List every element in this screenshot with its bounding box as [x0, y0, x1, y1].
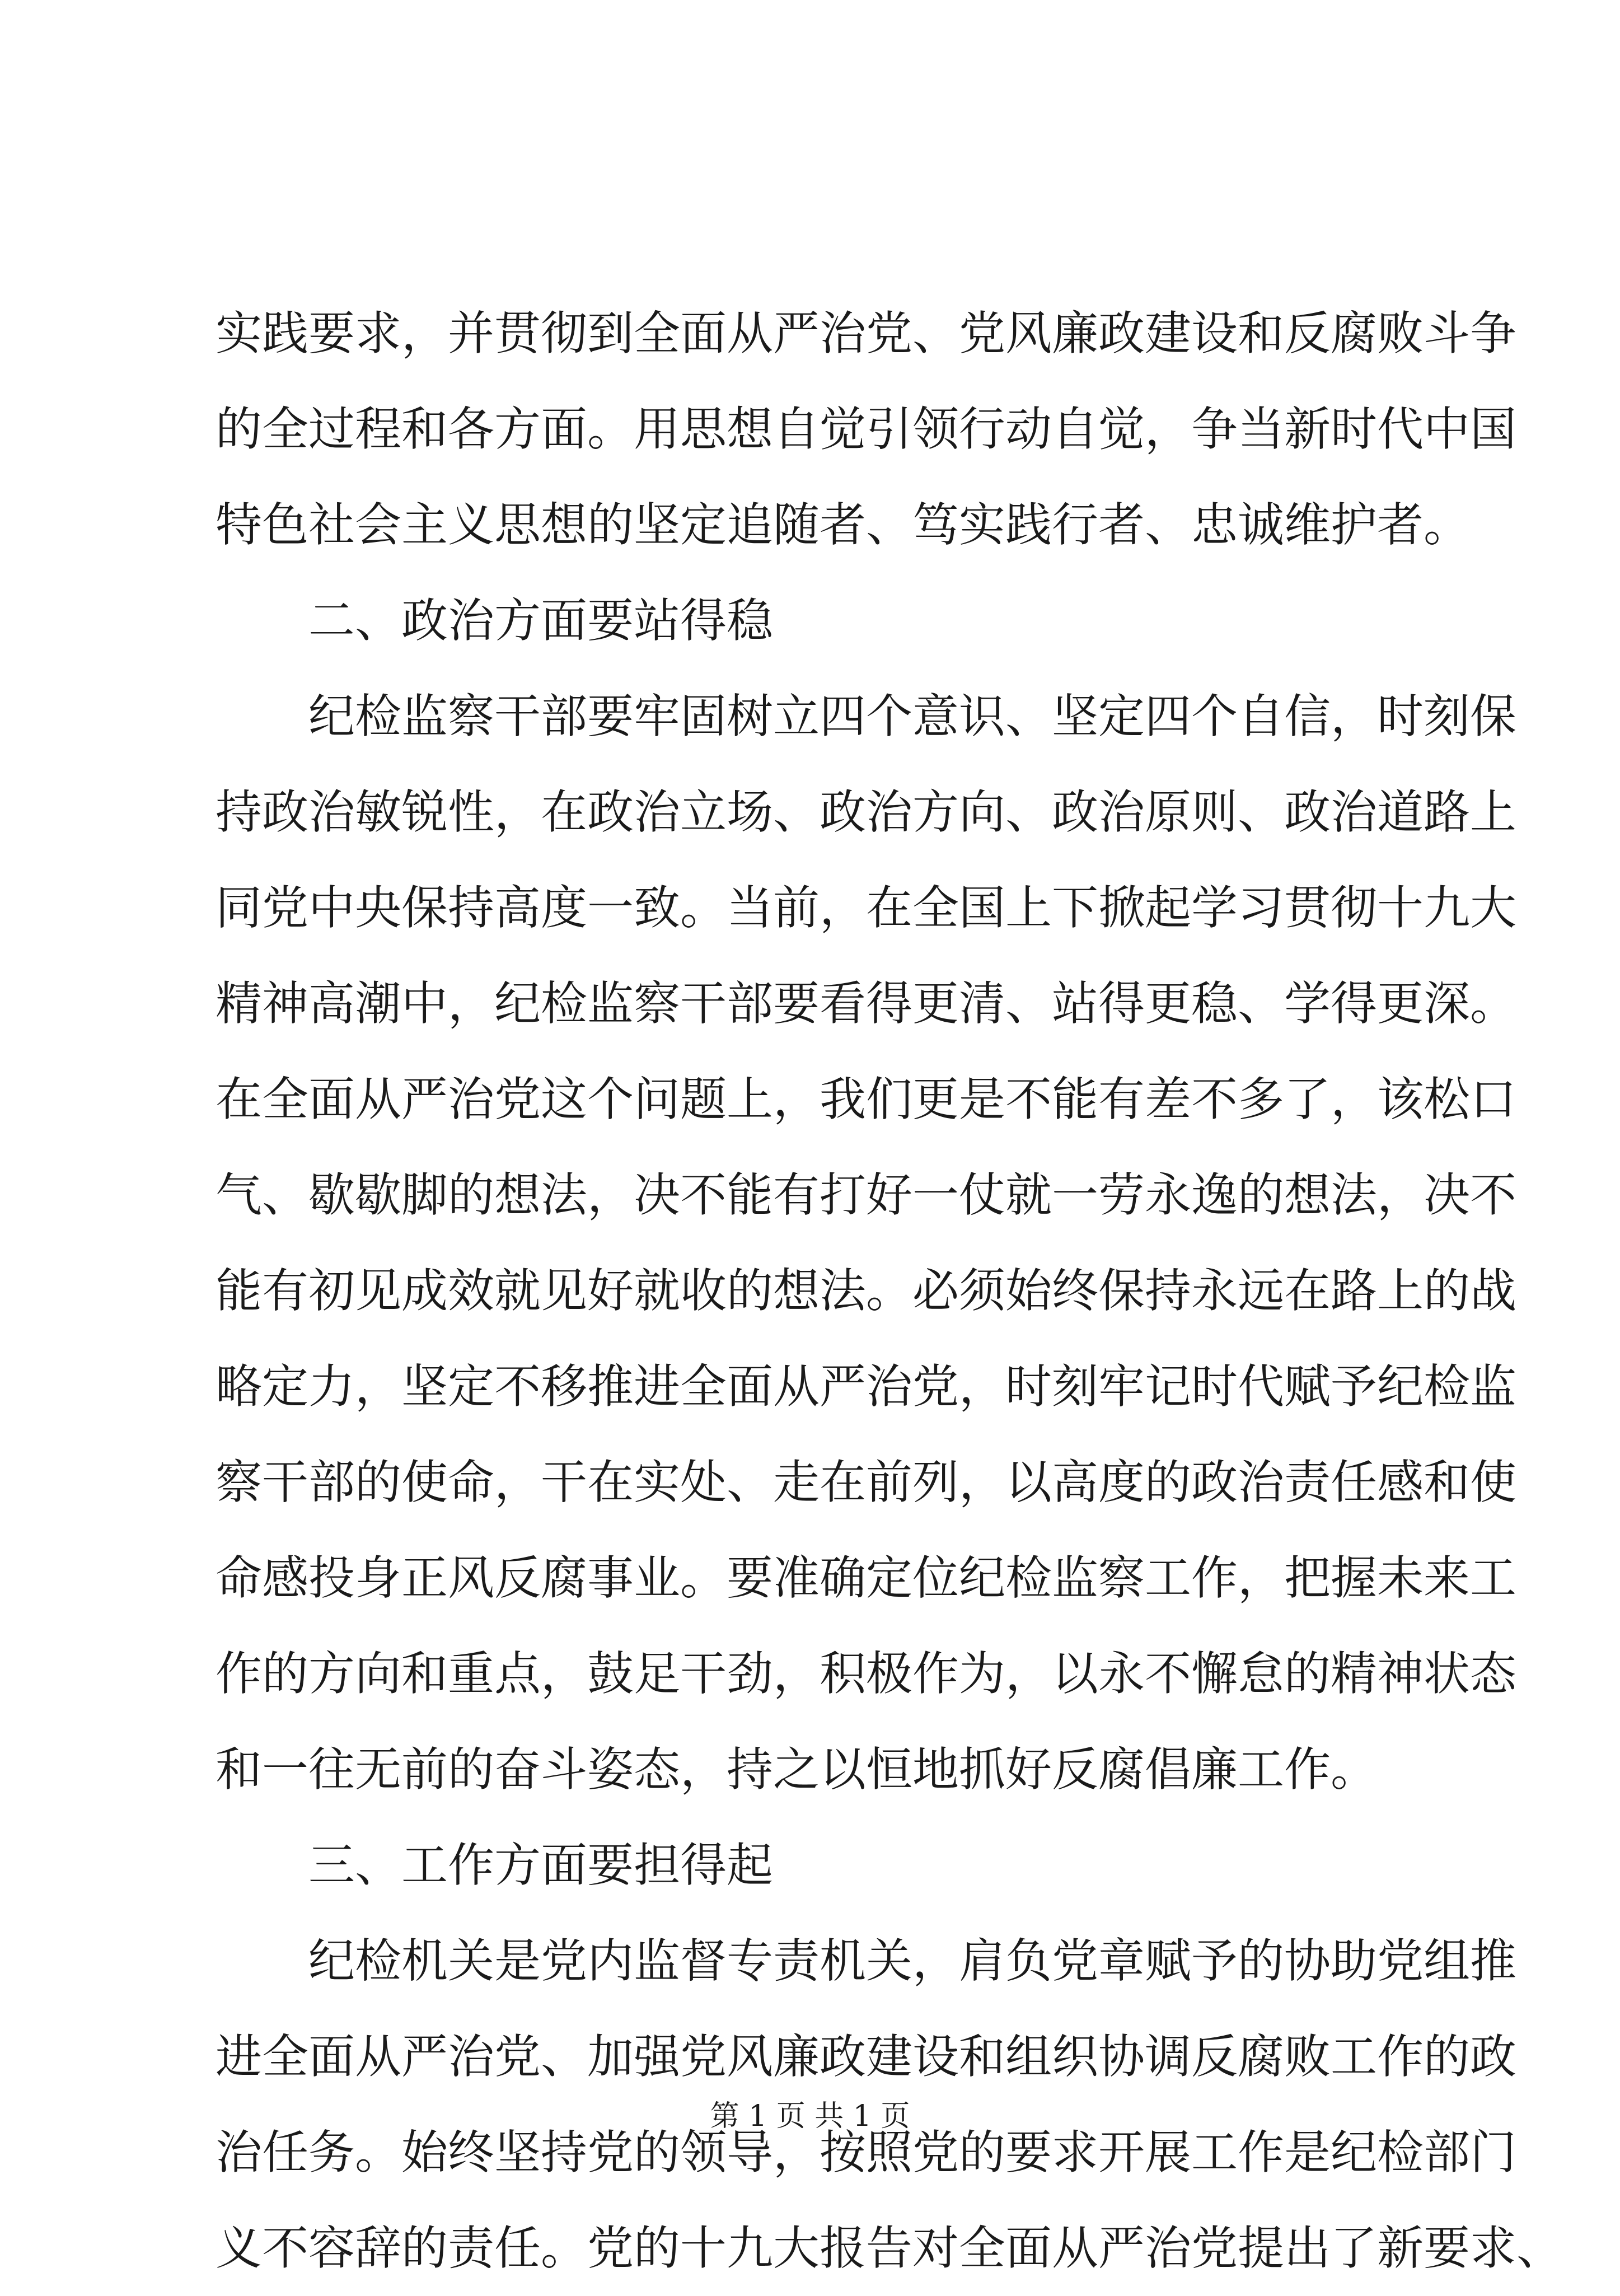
paragraph-line: 能有初见成效就见好就收的想法。必须始终保持永远在路上的战 [216, 1264, 1516, 1318]
paragraph-line: 命感投身正风反腐事业。要准确定位纪检监察工作，把握未来工 [216, 1551, 1516, 1605]
paragraph-line: 在全面从严治党这个问题上，我们更是不能有差不多了，该松口 [216, 1072, 1516, 1126]
document-body [216, 286, 1563, 2296]
paragraph-line: 实践要求，并贯彻到全面从严治党、党风廉政建设和反腐败斗争 [216, 306, 1516, 361]
paragraph-line: 察干部的使命，干在实处、走在前列，以高度的政治责任感和使 [216, 1455, 1516, 1509]
section-heading: 三、工作方面要担得起 [308, 1838, 773, 1892]
paragraph-line: 气、歇歇脚的想法，决不能有打好一仗就一劳永逸的想法，决不 [216, 1168, 1516, 1222]
paragraph-line: 的全过程和各方面。用思想自觉引领行动自觉，争当新时代中国 [216, 402, 1516, 456]
page-number-footer: 第 1 页 共 1 页 [710, 2099, 910, 2133]
paragraph-line: 义不容辞的责任。党的十九大报告对全面从严治党提出了新要求、 [216, 2221, 1563, 2275]
paragraph-line: 精神高潮中，纪检监察干部要看得更清、站得更稳、学得更深。 [216, 976, 1516, 1031]
paragraph-line: 纪检机关是党内监督专责机关，肩负党章赋予的协助党组推 [308, 1934, 1516, 1988]
section-heading: 二、政治方面要站得稳 [308, 593, 773, 648]
paragraph-line: 略定力，坚定不移推进全面从严治党，时刻牢记时代赋予纪检监 [216, 1359, 1516, 1414]
paragraph-line: 同党中央保持高度一致。当前，在全国上下掀起学习贯彻十九大 [216, 881, 1516, 935]
paragraph-line: 纪检监察干部要牢固树立四个意识、坚定四个自信，时刻保 [308, 689, 1516, 743]
paragraph-line: 进全面从严治党、加强党风廉政建设和组织协调反腐败工作的政 [216, 2030, 1516, 2084]
paragraph-line: 作的方向和重点，鼓足干劲，积极作为，以永不懈怠的精神状态 [216, 1647, 1516, 1701]
paragraph-line: 特色社会主义思想的坚定追随者、笃实践行者、忠诚维护者。 [216, 498, 1470, 552]
paragraph-line: 持政治敏锐性，在政治立场、政治方向、政治原则、政治道路上 [216, 785, 1516, 839]
paragraph-line: 和一往无前的奋斗姿态，持之以恒地抓好反腐倡廉工作。 [216, 1742, 1377, 1797]
paragraph-line: 治任务。始终坚持党的领导，按照党的要求开展工作是纪检部门 [216, 2125, 1516, 2180]
